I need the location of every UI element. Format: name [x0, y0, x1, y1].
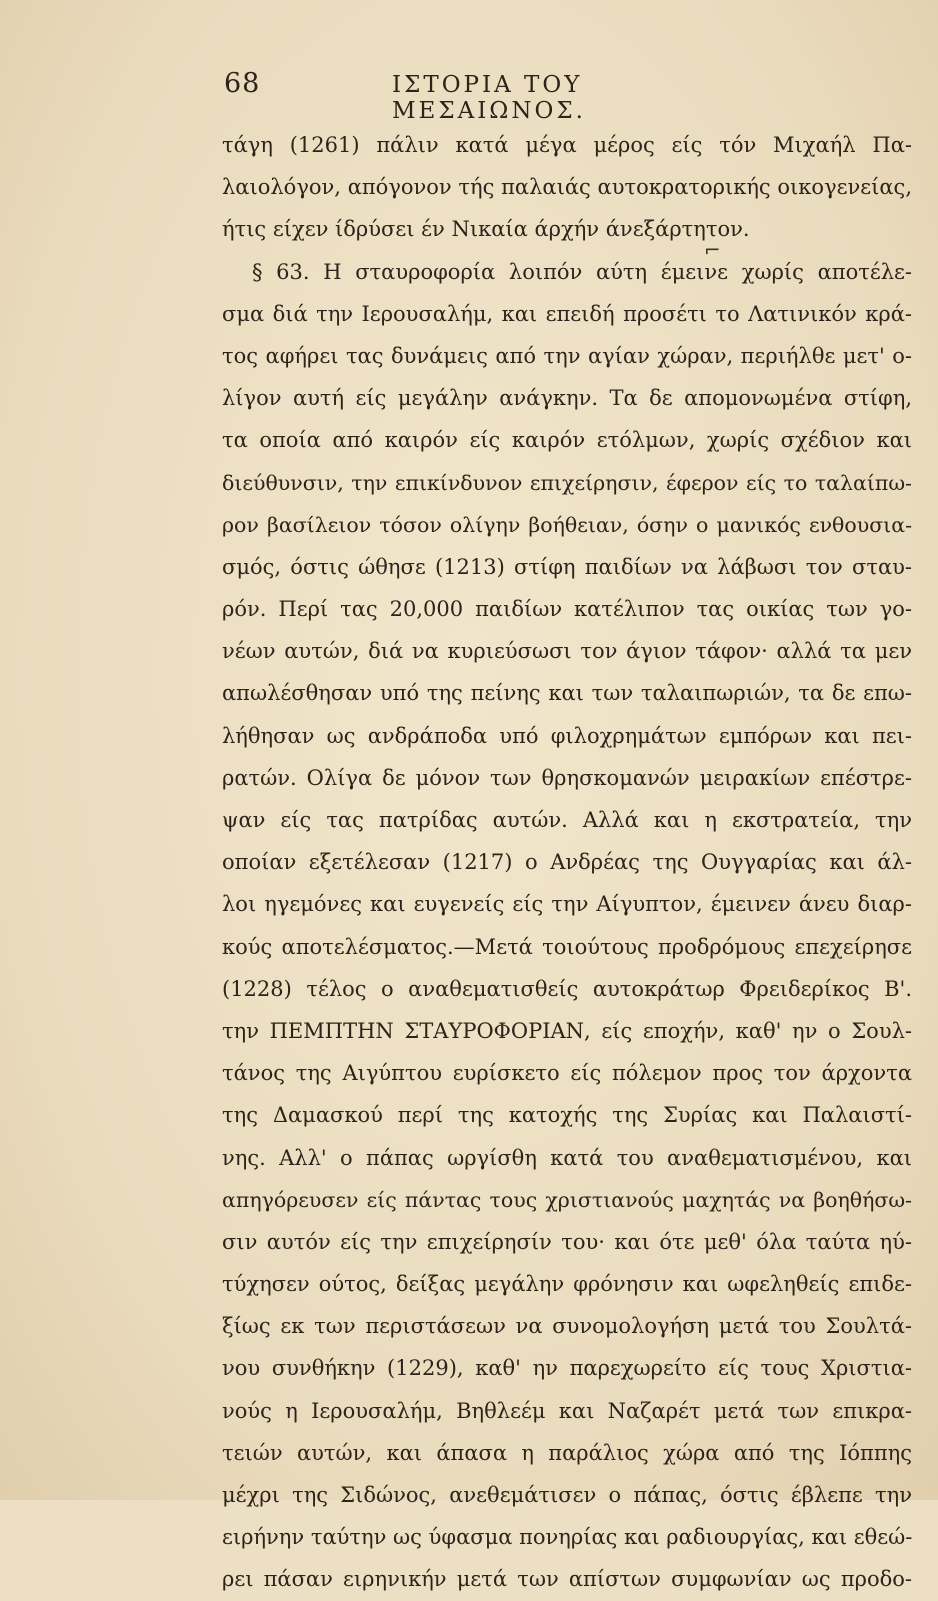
text-line: λήθησαν ως ανδράποδα υπό φιλοχρημάτων εμπόρων και πει-	[222, 723, 912, 748]
text-line: απηγόρευσεν είς πάντας τους χριστιανούς μαχητάς να βοηθήσω-	[222, 1187, 912, 1212]
text-line: σιν αυτόν είς την επιχείρησίν του· και ότε μεθ' όλα ταύτα ηύ-	[222, 1229, 912, 1254]
running-title: ΙΣΤΟΡΙΑ ΤΟΥ ΜΕΣΑΙΩΝΟΣ.	[392, 72, 586, 124]
text-line: ρόν. Περί τας 20,000 παιδίων κατέλιπον τας οικίας των γο-	[222, 597, 912, 622]
text-line: την ΠΕΜΠΤΗΝ ΣΤΑΥΡΟΦΟΡΙΑΝ, είς εποχήν, καθ' ην ο Σουλ-	[222, 1018, 912, 1043]
text-line: ειρήνην ταύτην ως ύφασμα πονηρίας και ραδιουργίας, και εθεώ-	[222, 1525, 913, 1550]
text-line: απωλέσθησαν υπό της πείνης και των ταλαιπωριών, τα δε επω-	[222, 681, 912, 706]
text-line: τάγη (1261) πάλιν κατά μέγα μέρος είς τόν Μιχαήλ Πα-	[222, 133, 912, 157]
text-line: ψαν είς τας πατρίδας αυτών. Αλλά και η εκστρατεία, την	[222, 808, 912, 832]
text-line: οποίαν εξετέλεσαν (1217) ο Ανδρέας της Ουγγαρίας και άλ-	[222, 850, 912, 875]
page-header	[224, 68, 724, 124]
body-text	[222, 124, 912, 1601]
text-line: νης. Αλλ' ο πάπας ωργίσθη κατά του αναθεματισμένου, και	[222, 1145, 912, 1170]
text-line: ρον βασίλειον τόσον ολίγην βοήθειαν, όσην ο μανικός ενθουσια-	[222, 512, 912, 537]
text-line: ξίως εκ των περιστάσεων να συνομολογήση μετά του Σουλτά-	[222, 1314, 912, 1339]
text-line: ήτις είχεν ίδρύσει έν Νικαία άρχήν άνεξάρτητον.	[222, 217, 750, 242]
section-heading-line: § 63. Η σταυροφορία λοιπόν αύτη έμεινε χωρίς αποτέλε-	[252, 259, 912, 284]
text-line: μέχρι της Σιδώνος, ανεθεμάτισεν ο πάπας, όστις έβλεπε την	[222, 1483, 912, 1507]
text-line: τα οποία από καιρόν είς καιρόν ετόλμων, χωρίς σχέδιον και	[222, 428, 912, 453]
text-line: τύχησεν ούτος, δείξας μεγάλην φρόνησιν και ωφεληθείς επιδε-	[222, 1272, 912, 1297]
text-line: λίγον αυτή είς μεγάλην ανάγκην. Τα δε απομονωμένα στίφη,	[222, 386, 912, 411]
text-line: σμα διά την Ιερουσαλήμ, και επειδή προσέτι το Λατινικόν κρά-	[222, 301, 912, 326]
text-line: ρει πάσαν ειρηνικήν μετά των απίστων συμφωνίαν ως προδο-	[222, 1567, 912, 1592]
text-line: ρατών. Ολίγα δε μόνον των θρησκομανών μειρακίων επέστρε-	[222, 765, 912, 790]
text-line: λοι ηγεμόνες και ευγενείς είς την Αίγυπτον, έμεινεν άνευ διαρ-	[222, 892, 912, 917]
text-line: τος αφήρει τας δυνάμεις από την αγίαν χώραν, περιήλθε μετ' ο-	[222, 343, 912, 368]
text-line: νούς η Ιερουσαλήμ, Βηθλεέμ και Ναζαρέτ μετά των επικρα-	[222, 1398, 912, 1423]
text-line: σμός, όστις ώθησε (1213) στίφη παιδίων να λάβωσι τον σταυ-	[222, 554, 912, 579]
text-line: νου συνθήκην (1229), καθ' ην παρεχωρείτο είς τους Χριστια-	[222, 1356, 912, 1381]
text-line: (1228) τέλος ο αναθεματισθείς αυτοκράτωρ Φρειδερίκος Β'.	[222, 976, 912, 1001]
text-line: λαιολόγον, απόγονον τής παλαιάς αυτοκρατορικής οικογενείας,	[222, 175, 912, 200]
text-line: της Δαμασκού περί της κατοχής της Συρίας και Παλαιστί-	[222, 1103, 912, 1128]
text-line: νέων αυτών, διά να κυριεύσωσι τον άγιον τάφον· αλλά τα μεν	[222, 639, 912, 664]
text-line: τειών αυτών, και άπασα η παράλιος χώρα από της Ιόππης	[222, 1440, 912, 1465]
text-line: κούς αποτελέσματος.—Μετά τοιούτους προδρόμους επεχείρησε	[222, 934, 912, 959]
text-line: τάνος της Αιγύπτου ευρίσκετο είς πόλεμον προς τον άρχοντα	[222, 1061, 912, 1086]
text-line: διεύθυνσιν, την επικίνδυνον επιχείρησιν, έφερον είς το ταλαίπω-	[222, 470, 912, 495]
page-number: 68	[224, 68, 261, 99]
pencil-mark-icon: ⌐	[704, 238, 721, 262]
